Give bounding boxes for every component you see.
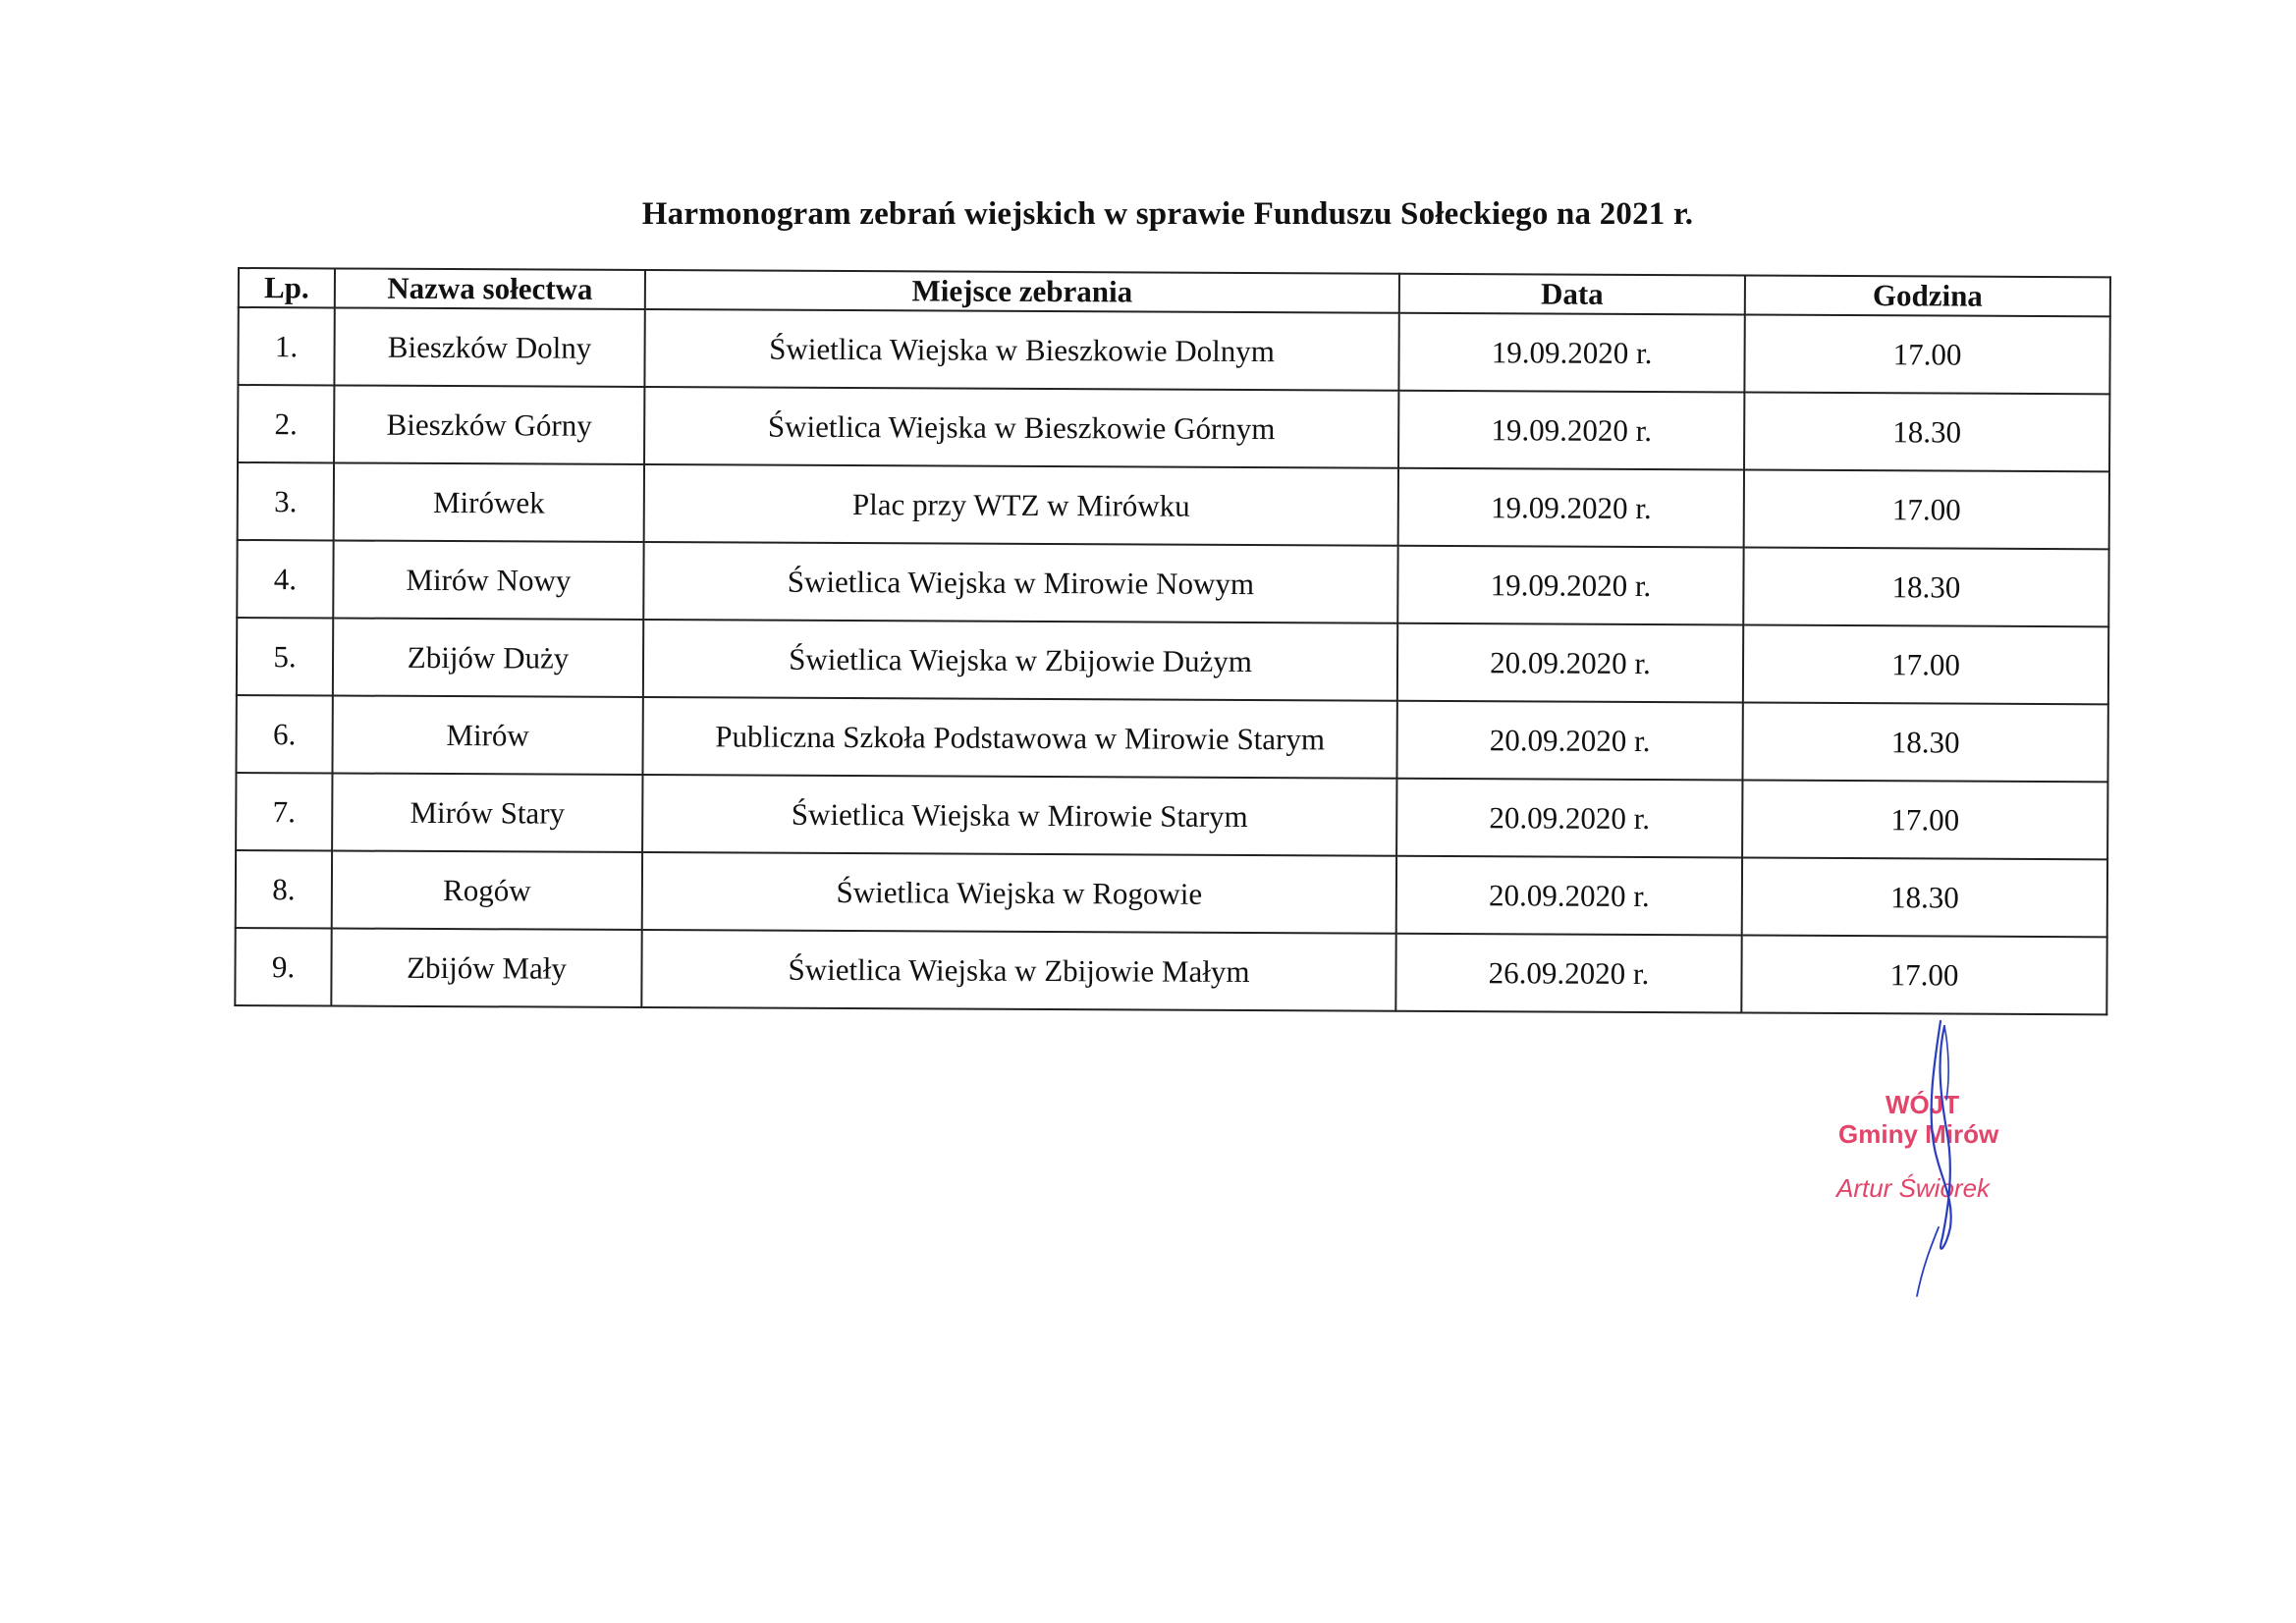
cell-lp: 9.	[235, 928, 331, 1005]
cell-date: 20.09.2020 r.	[1396, 701, 1742, 781]
table-row	[238, 307, 2109, 394]
cell-place: Świetlica Wiejska w Rogowie	[642, 852, 1396, 934]
cell-name: Mirówek	[334, 462, 644, 542]
stamp-office: Gminy Mirów	[1838, 1119, 1999, 1149]
cell-lp: 8.	[236, 850, 332, 928]
handwritten-signature-icon	[1866, 1001, 1984, 1306]
table-row	[236, 850, 2107, 937]
cell-place: Świetlica Wiejska w Zbijowie Dużym	[643, 620, 1397, 701]
cell-name: Bieszków Górny	[334, 385, 644, 464]
cell-name: Bieszków Dolny	[334, 307, 644, 387]
cell-date: 20.09.2020 r.	[1396, 779, 1742, 858]
cell-name: Rogów	[332, 850, 642, 930]
cell-hour: 18.30	[1742, 702, 2107, 782]
cell-lp: 4.	[237, 540, 333, 618]
header-lp: Lp.	[239, 268, 335, 307]
cell-date: 19.09.2020 r.	[1398, 391, 1744, 470]
cell-place: Świetlica Wiejska w Bieszkowie Górnym	[644, 387, 1398, 468]
cell-name: Mirów Nowy	[333, 540, 643, 620]
cell-place: Publiczna Szkoła Podstawowa w Mirowie Starym	[642, 697, 1396, 779]
cell-hour: 18.30	[1743, 547, 2108, 626]
cell-hour: 17.00	[1742, 780, 2107, 859]
cell-name: Mirów	[332, 695, 642, 775]
table-row	[238, 462, 2109, 549]
cell-hour: 17.00	[1743, 624, 2108, 704]
cell-name: Mirów Stary	[332, 773, 642, 852]
header-name: Nazwa sołectwa	[335, 268, 645, 309]
table-row	[236, 695, 2107, 782]
cell-lp: 1.	[238, 307, 334, 385]
cell-hour: 17.00	[1744, 469, 2109, 549]
cell-place: Świetlica Wiejska w Zbijowie Małym	[641, 930, 1395, 1011]
stamp-title: WÓJT	[1886, 1090, 1960, 1119]
table-row	[237, 618, 2108, 704]
cell-lp: 7.	[236, 773, 332, 850]
cell-hour: 17.00	[1741, 935, 2106, 1014]
header-hour: Godzina	[1745, 276, 2110, 317]
cell-date: 20.09.2020 r.	[1396, 856, 1742, 936]
cell-place: Plac przy WTZ w Mirówku	[644, 464, 1398, 546]
cell-date: 19.09.2020 r.	[1398, 313, 1744, 393]
cell-name: Zbijów Mały	[331, 928, 641, 1007]
schedule-table	[234, 267, 2111, 1015]
cell-hour: 18.30	[1744, 392, 2109, 471]
cell-date: 19.09.2020 r.	[1398, 468, 1744, 548]
cell-name: Zbijów Duży	[333, 618, 643, 697]
cell-lp: 3.	[238, 462, 334, 540]
cell-place: Świetlica Wiejska w Mirowie Nowym	[643, 542, 1397, 623]
document-title: Harmonogram zebrań wiejskich w sprawie Funduszu Sołeckiego na 2021 r.	[641, 196, 1694, 232]
cell-date: 26.09.2020 r.	[1395, 934, 1741, 1013]
header-place: Miejsce zebrania	[645, 270, 1399, 313]
cell-place: Świetlica Wiejska w Bieszkowie Dolnym	[644, 309, 1398, 391]
cell-hour: 18.30	[1742, 857, 2107, 937]
cell-lp: 6.	[236, 695, 332, 773]
cell-date: 19.09.2020 r.	[1397, 546, 1743, 625]
table-row	[238, 385, 2109, 471]
cell-place: Świetlica Wiejska w Mirowie Starym	[642, 775, 1396, 856]
table-row	[235, 928, 2106, 1014]
table-row	[236, 773, 2107, 859]
cell-date: 20.09.2020 r.	[1397, 623, 1743, 703]
cell-hour: 17.00	[1744, 315, 2109, 395]
table-row	[237, 540, 2108, 626]
cell-lp: 5.	[237, 618, 333, 695]
cell-lp: 2.	[238, 385, 334, 462]
header-date: Data	[1399, 274, 1745, 315]
stamp-signatory: Artur Świorek	[1836, 1173, 1991, 1203]
